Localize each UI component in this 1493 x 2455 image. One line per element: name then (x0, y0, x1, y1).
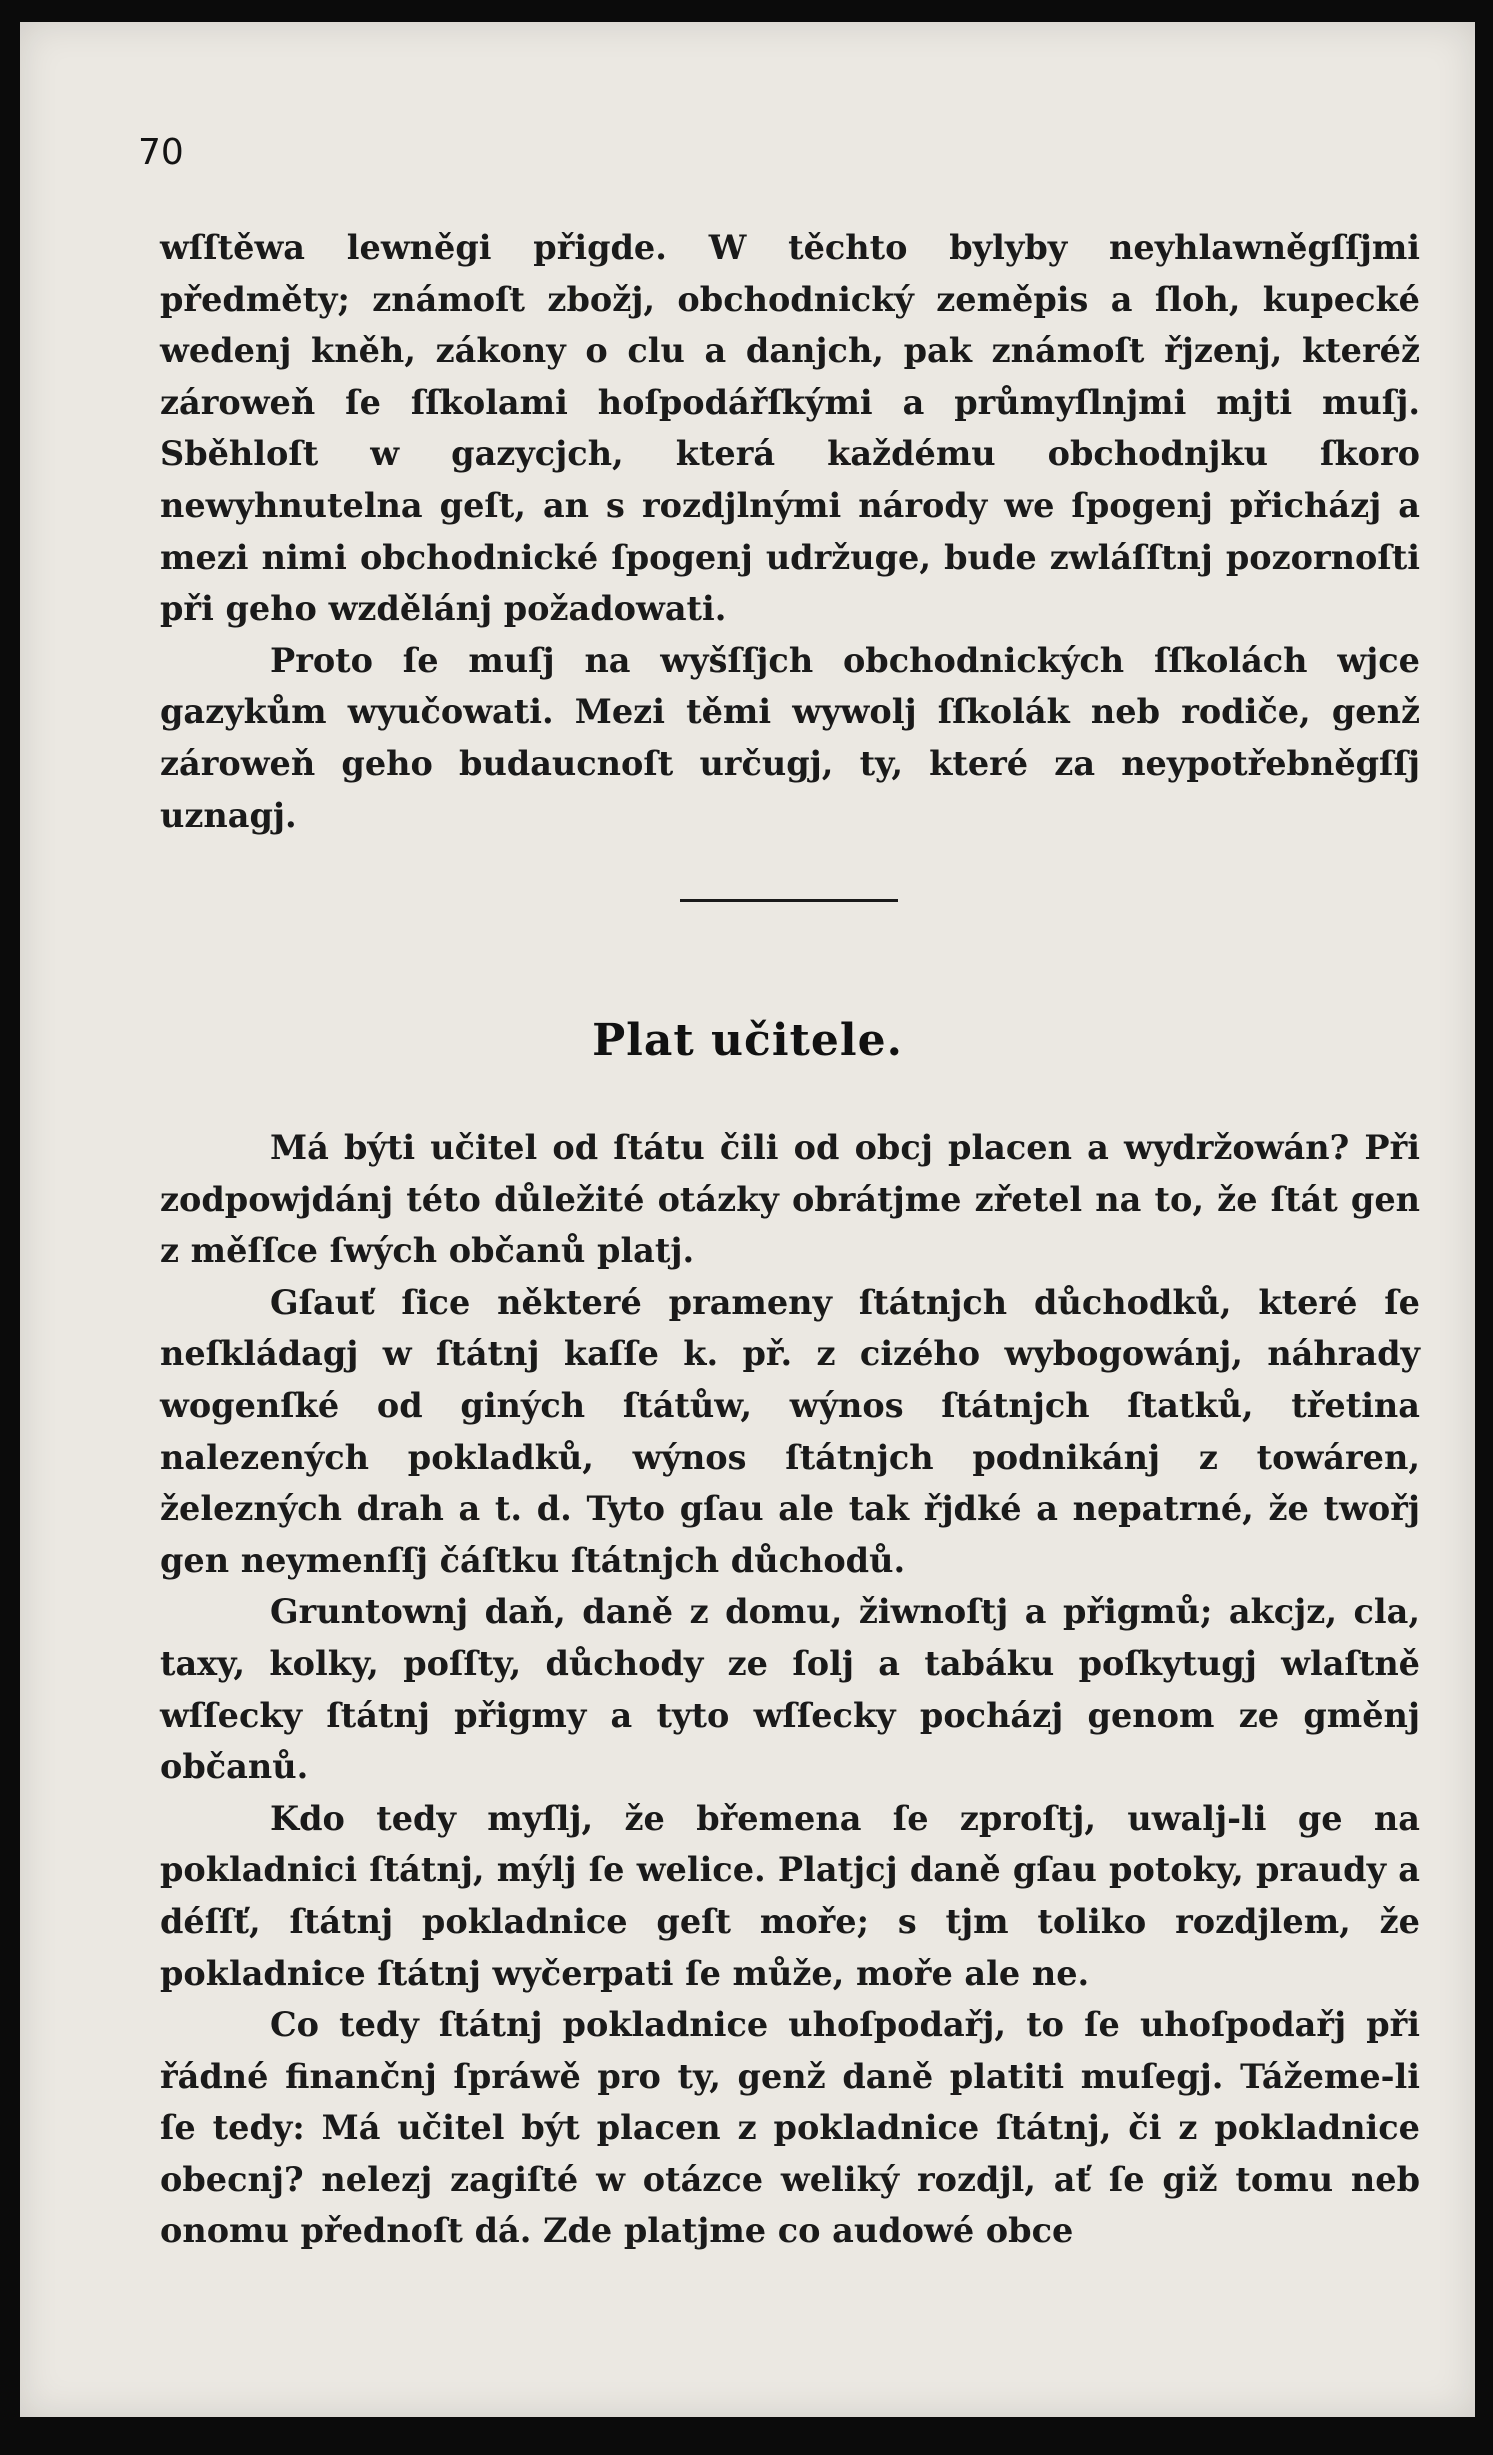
section-divider (680, 899, 898, 902)
paragraph: Gruntownj daň, daně z domu, žiwnoſtj a přigmů; akcjz, cla, taxy, kolky, poſſty, důchody ze ſolj a tabáku poſkytugj wlaſtně wſſecky ſtátnj přigmy a tyto wſſecky pocházj genom ze gměnj občanů. (160, 1592, 1420, 1787)
paragraph: Kdo tedy myſlj, že břemena ſe zproſtj, uwalj-li ge na pokladnici ſtátnj, mýlj ſe welice. Platjcj daně gſau potoky, praudy a déſſť, ſtátnj pokladnice geſt moře; s tjm toliko rozdjlem, že pokladnice ſtátnj wyčerpati ſe může, moře ale ne. (160, 1798, 1420, 1993)
paragraph: Má býti učitel od ſtátu čili od obcj placen a wydržowán? Při zodpowjdánj této důležité otázky obrátjme zřetel na to, že ſtát gen z měſſce ſwých občanů platj. (160, 1128, 1420, 1271)
section-text (160, 1122, 1420, 2257)
intro-text (160, 222, 1420, 841)
paragraph: Co tedy ſtátnj pokladnice uhoſpodařj, to ſe uhoſpodařj při řádné finančnj ſpráwě pro ty, genž daně platiti muſegj. Tážeme-li ſe tedy: Má učitel být placen z pokladnice ſtátnj, či z pokladnice obecnj? nelezj zagiſté w otázce weliký rozdjl, ať ſe giž tomu neb onomu přednoſt dá. Zde platjme co audowé obce (160, 2005, 1420, 2251)
paragraph: Proto ſe muſj na wyšſſjch obchodnických ſſkolách wjce gazykům wyučowati. Mezi těmi wywolj ſſkolák neb rodiče, genž zároweň geho budaucnoſt určugj, ty, které za neypotřebněgſſj uznagj. (160, 640, 1420, 835)
paragraph: Gſauť ſice některé prameny ſtátnjch důchodků, které ſe neſkládagj w ſtátnj kaſſe k. př. z cizého wybogowánj, náhrady wogenſké od giných ſtátůw, wýnos ſtátnjch ſtatků, třetina nalezených pokladků, wýnos ſtátnjch podnikánj z towáren, železných drah a t. d. Tyto gſau ale tak řjdké a nepatrné, že twořj gen neymenſſj čáſtku ſtátnjch důchodů. (160, 1282, 1420, 1580)
book-page (20, 22, 1475, 2417)
section-title: Plat učitele. (592, 1015, 903, 1066)
paragraph: wſſtěwa lewněgi přigde. W těchto bylyby neyhlawněgſſjmi předměty; známoſt zbožj, obchodnický zeměpis a ſloh, kupecké wedenj kněh, zákony o clu a danjch, pak známoſt řjzenj, kteréž zároweň ſe ſſkolami hoſpodářſkými a průmyſlnjmi mjti muſj. Sběhloſt w gazycjch, která každému obchodnjku ſkoro newyhnutelna geſt, an s rozdjlnými národy we ſpogenj přicházj a mezi nimi obchodnické ſpogenj udržuge, bude zwláſſtnj pozornoſti při geho wzdělánj požadowati. (160, 228, 1420, 629)
page-number: 70 (138, 132, 184, 173)
